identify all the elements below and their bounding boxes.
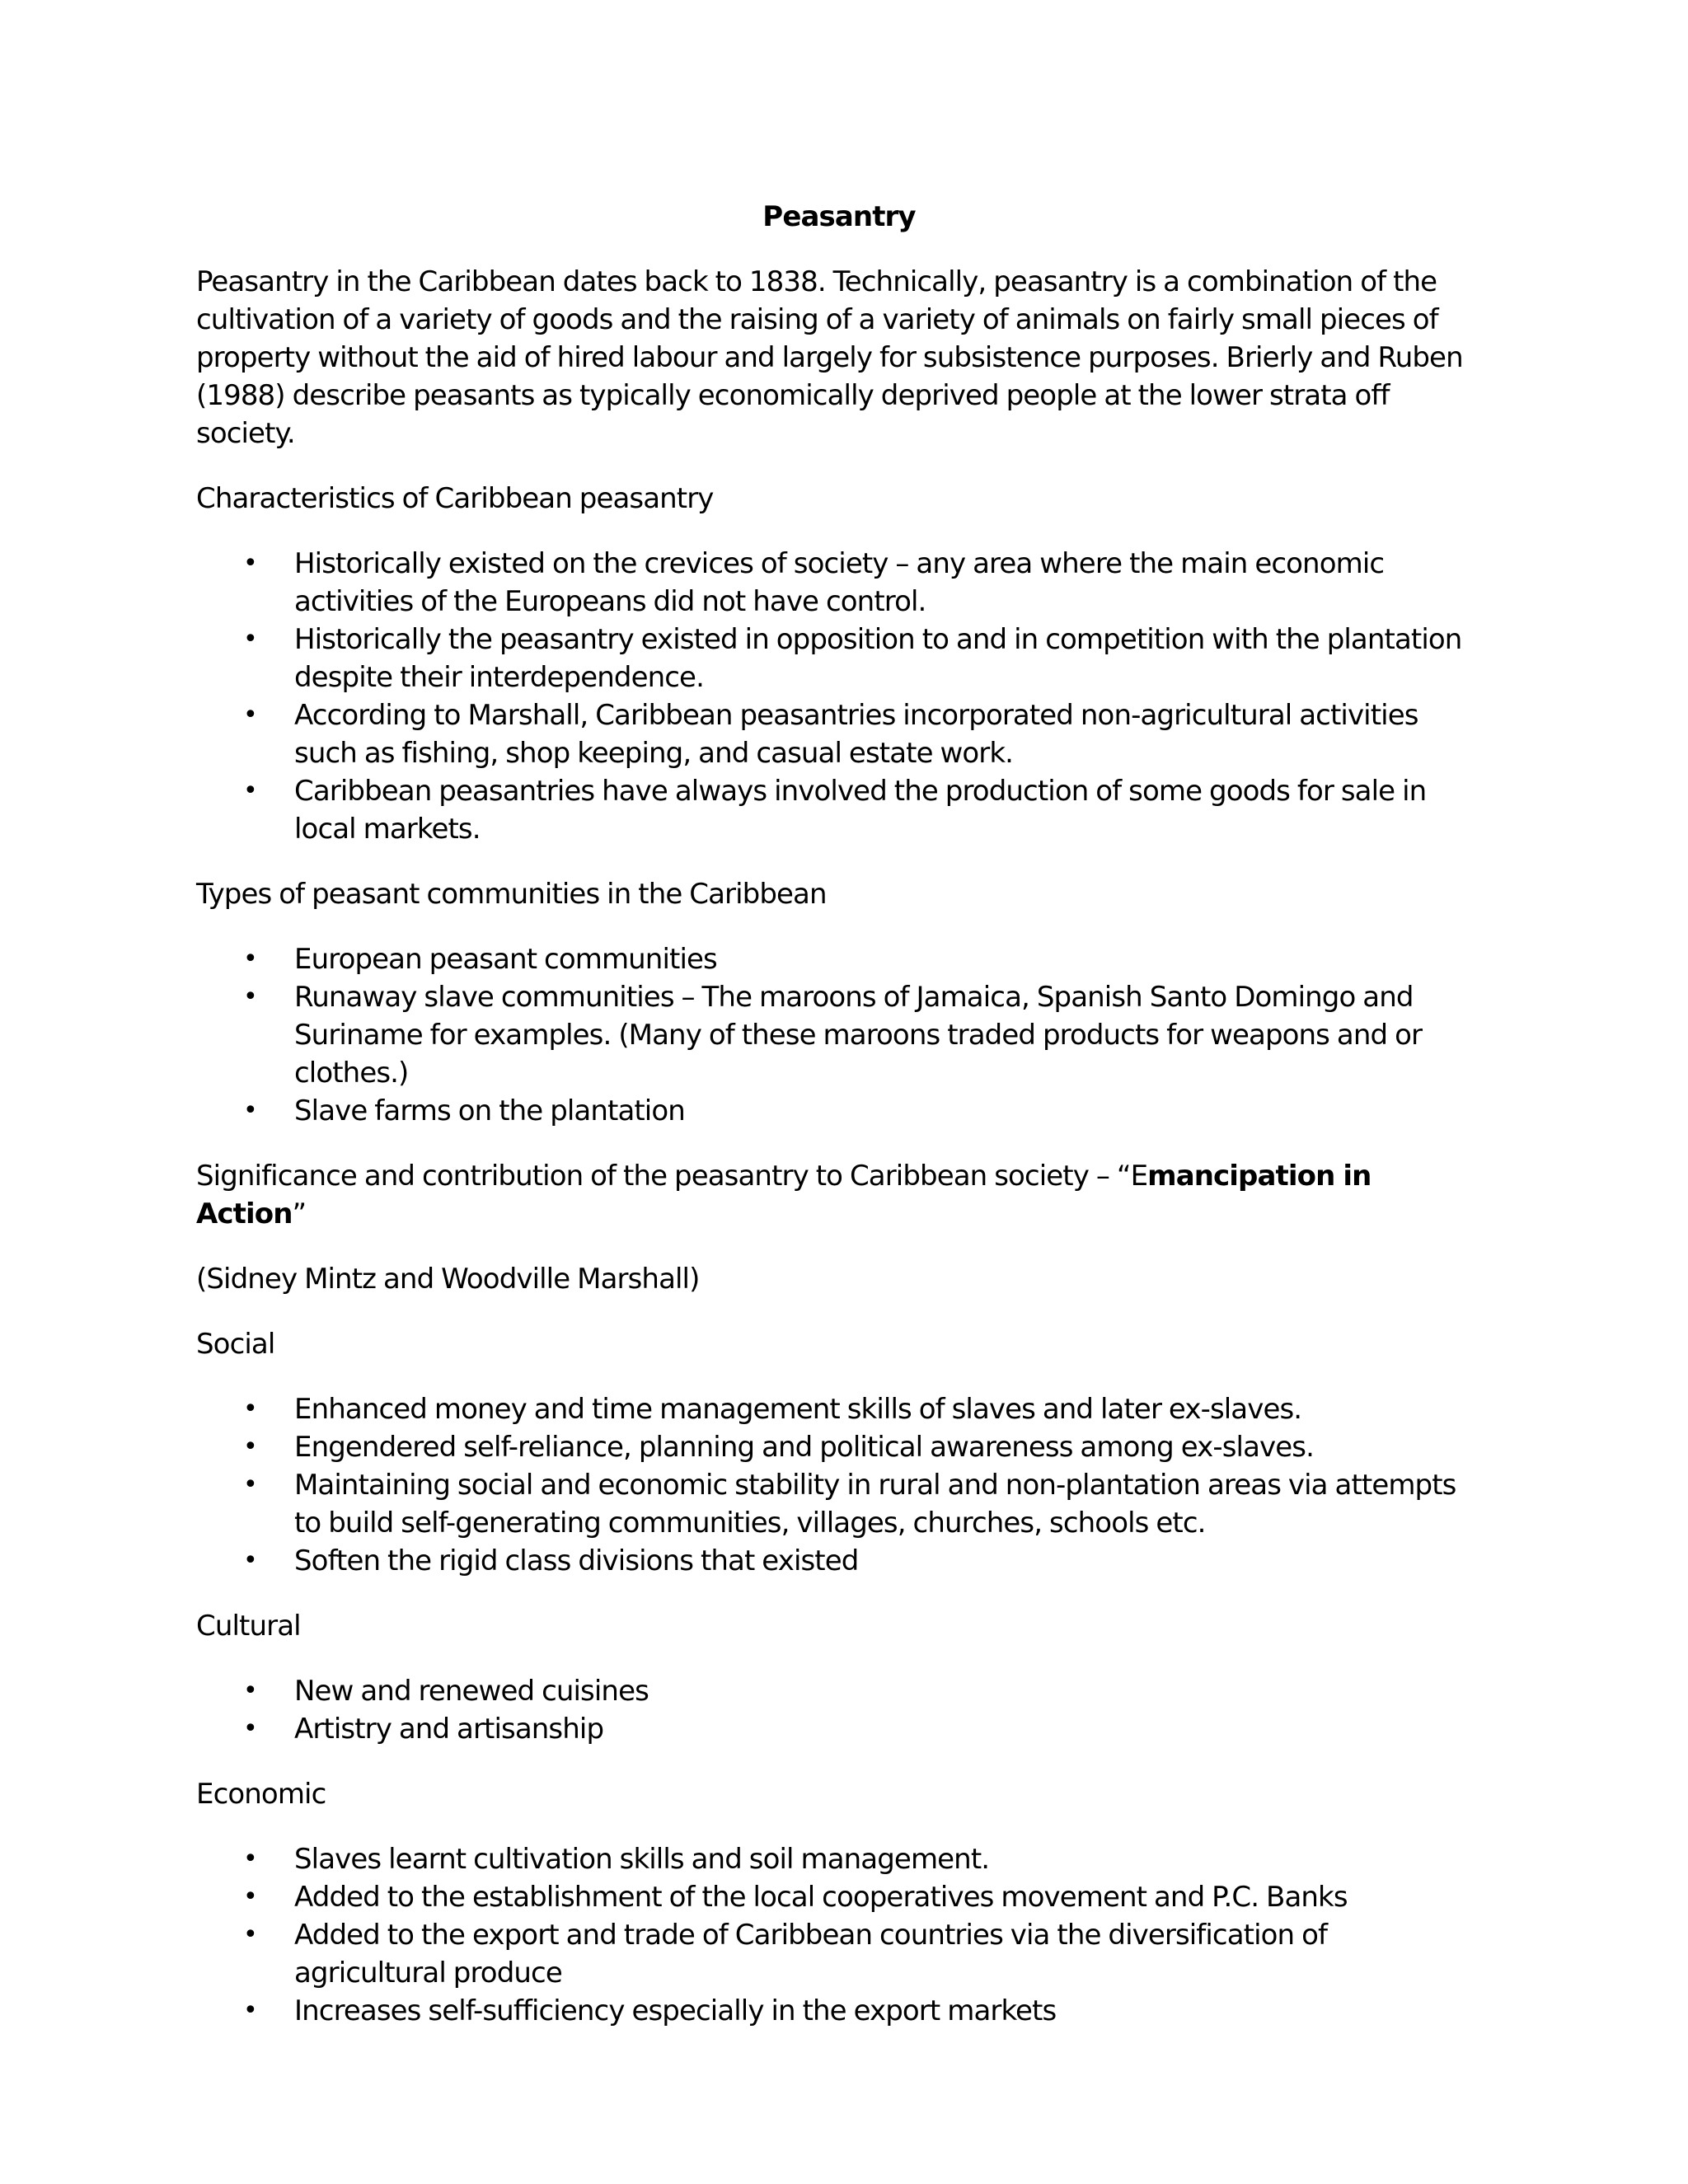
list-item [243,1916,1482,1992]
bullet-icon: • [243,1920,257,1949]
cultural-heading: Cultural [196,1610,301,1643]
types-heading: Types of peasant communities in the Caribbean [196,878,827,911]
social-list [196,1390,1482,1580]
list-item-text: Increases self-sufficiency especially in the export markets [294,1994,1057,2027]
bullet-icon: • [243,1432,257,1461]
list-item-text: Caribbean peasantries have always involved the production of some goods for sale in local markets. [294,775,1427,846]
bullet-icon: • [243,1882,257,1911]
list-item-text: According to Marshall, Caribbean peasantries incorporated non-agricultural activities such as fishing, shop keeping, and casual estate work. [294,699,1418,770]
characteristics-heading: Characteristics of Caribbean peasantry [196,482,714,515]
social-heading: Social [196,1328,275,1361]
list-item-text: Historically the peasantry existed in opposition to and in competition with the plantation despite their interdependence. [294,623,1462,694]
list-item [243,1092,1482,1130]
list-item [243,1542,1482,1580]
page-title: Peasantry [762,200,916,233]
bullet-icon: • [243,1096,257,1125]
list-item-text: New and renewed cuisines [294,1675,649,1708]
list-item [243,1878,1482,1916]
significance-heading-suffix: ” [292,1197,307,1230]
bullet-icon: • [243,701,257,729]
bullet-icon: • [243,1714,257,1743]
bullet-icon: • [243,1394,257,1423]
characteristics-list [196,545,1482,848]
list-item-text: Added to the export and trade of Caribbean countries via the diversification of agricultural produce [294,1919,1328,1990]
significance-heading-prefix: Significance and contribution of the peasantry to Caribbean society – “E [196,1160,1148,1193]
cultural-list [196,1672,1482,1748]
list-item-text: Added to the establishment of the local cooperatives movement and P.C. Banks [294,1881,1348,1914]
bullet-icon: • [243,625,257,654]
bullet-icon: • [243,944,257,973]
document-page [196,198,1482,2057]
list-item [243,1710,1482,1748]
significance-attribution: (Sidney Mintz and Woodville Marshall) [196,1263,700,1296]
list-item-text: European peasant communities [294,943,717,976]
list-item-text: Soften the rigid class divisions that existed [294,1544,859,1577]
bullet-icon: • [243,776,257,805]
list-item [243,1840,1482,1878]
economic-list [196,1840,1482,2030]
list-item-text: Slave farms on the plantation [294,1094,685,1127]
bullet-icon: • [243,549,257,578]
bullet-icon: • [243,1546,257,1575]
bullet-icon: • [243,1676,257,1705]
list-item-text: Artistry and artisanship [294,1713,604,1746]
list-item [243,940,1482,978]
list-item [243,545,1482,621]
bullet-icon: • [243,982,257,1011]
list-item [243,696,1482,772]
list-item [243,772,1482,848]
list-item-text: Engendered self-reliance, planning and political awareness among ex-slaves. [294,1431,1314,1464]
list-item [243,1390,1482,1428]
list-item [243,621,1482,696]
list-item-text: Enhanced money and time management skills of slaves and later ex-slaves. [294,1393,1302,1426]
bullet-icon: • [243,1844,257,1873]
list-item-text: Runaway slave communities – The maroons of Jamaica, Spanish Santo Domingo and Suriname for examples. (Many of these maroons traded products for weapons and or clothes.) [294,981,1423,1090]
intro-paragraph: Peasantry in the Caribbean dates back to 1838. Technically, peasantry is a combination of the cultivation of a variety of goods and the raising of a variety of animals on fairly small pieces of property without the aid of hired labour and largely for subsistence purposes. Brierly and Ruben (1988) describe peasants as typically economically deprived people at the lower strata off society. [196,265,1463,450]
list-item-text: Historically existed on the crevices of society – any area where the main economic activities of the Europeans did not have control. [294,547,1385,618]
list-item [243,1466,1482,1542]
significance-heading-bold: mancipation in Action [196,1160,1372,1230]
list-item [243,978,1482,1092]
list-item-text: Slaves learnt cultivation skills and soil management. [294,1843,990,1876]
list-item [243,1992,1482,2030]
bullet-icon: • [243,1470,257,1499]
list-item-text: Maintaining social and economic stability in rural and non-plantation areas via attempts to build self-generating communities, villages, churches, schools etc. [294,1469,1456,1540]
types-list [196,940,1482,1130]
list-item [243,1428,1482,1466]
economic-heading: Economic [196,1778,326,1811]
significance-heading [196,1157,1482,1233]
list-item [243,1672,1482,1710]
bullet-icon: • [243,1996,257,2025]
